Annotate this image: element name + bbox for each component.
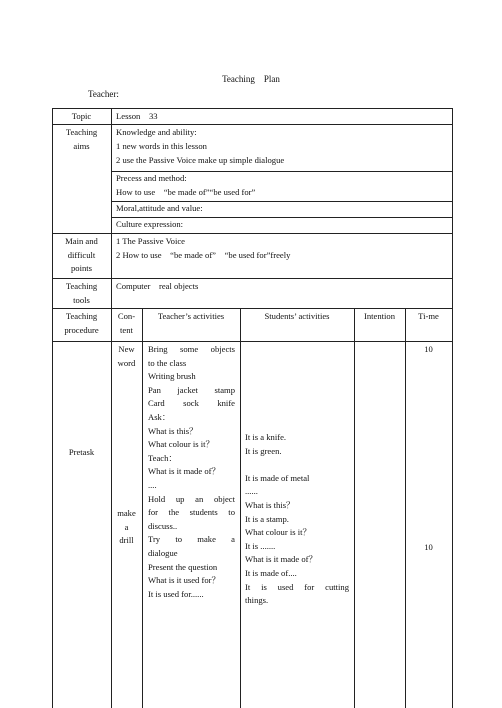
aims-label-line: Teaching (65, 127, 98, 137)
teacher-line: dialogue (148, 547, 178, 558)
procedure-header-line: Teaching (65, 311, 98, 321)
time-header: Ti-me (418, 311, 439, 321)
teacher-line: What is it made of？ (148, 466, 221, 477)
content-make-drill (111, 507, 142, 548)
teacher-line: discuss.. (148, 520, 178, 531)
teacher-label: Teacher: (88, 89, 119, 99)
table-rule (52, 278, 452, 279)
student-line: It is a knife. (245, 432, 287, 442)
teacher-line: Present the question (148, 561, 218, 572)
table-rule (354, 308, 355, 708)
culture-heading: Culture expression: (116, 219, 184, 229)
main-points-label-line: points (70, 263, 92, 274)
content-line: word (117, 357, 136, 368)
table-border-top (52, 108, 452, 109)
tools-label (52, 280, 111, 307)
teacher-line: Hold up an object (148, 493, 235, 504)
knowledge-heading: Knowledge and ability: (116, 127, 197, 137)
student-line (245, 458, 349, 472)
teacher-line: It is used for...... (148, 588, 204, 599)
teacher-line: .... (148, 479, 157, 490)
student-line: What is it made of？ (245, 554, 318, 565)
teacher-line: What colour is it？ (148, 439, 215, 450)
process-item: How to use “be made of”“be used for” (116, 187, 256, 197)
teacher-line: for the students to (148, 507, 235, 518)
knowledge-item: 2 use the Passive Voice make up simple dialogue (116, 155, 285, 165)
teacher-line: to the class (148, 357, 187, 368)
table-rule (142, 308, 143, 708)
teacher-activities-header: Teacher’s activities (157, 311, 225, 321)
teacher-line: Writing brush (148, 371, 196, 382)
procedure-header-line: procedure (64, 324, 99, 335)
student-line: What is this？ (245, 499, 295, 510)
knowledge-item: 1 new words in this lesson (116, 141, 207, 151)
teacher-line: Teach： (148, 452, 177, 463)
topic-value: Lesson 33 (116, 111, 158, 121)
student-line: It is made of metal (245, 472, 310, 483)
aims-label (52, 126, 111, 153)
teacher-activities (148, 343, 235, 601)
student-line: It is green. (245, 445, 282, 456)
table-rule (240, 308, 241, 708)
table-rule (52, 233, 452, 234)
main-point: 1 The Passive Voice (116, 236, 185, 246)
student-line: ...... (245, 486, 258, 497)
student-line: It is used for cutting (245, 581, 349, 592)
teacher-line: Card sock knife (148, 398, 235, 409)
student-line: things. (245, 595, 269, 606)
main-point: 2 How to use “be made of” “be used for”freely (116, 250, 291, 260)
table-rule (111, 108, 112, 308)
teacher-line: Ask： (148, 411, 171, 422)
pretask-label: Pretask (68, 447, 95, 457)
teacher-line: What is it used for？ (148, 575, 221, 586)
tools-label-line: Teaching (65, 281, 98, 291)
content-header-line: Con- (117, 311, 136, 321)
content-new-word (111, 343, 142, 370)
main-points-label-line: difficult (67, 249, 96, 260)
topic-label: Topic (71, 111, 92, 121)
table-rule (52, 124, 452, 125)
tools-value: Computer real objects (116, 281, 199, 291)
student-line: It is a stamp. (245, 513, 289, 524)
content-header-line: tent (120, 324, 133, 335)
teacher-line: Pan jacket stamp (148, 384, 235, 395)
main-points-label-line: Main and (65, 236, 98, 246)
process-heading: Precess and method: (116, 173, 187, 183)
moral-heading: Moral,attitude and value: (116, 203, 203, 213)
content-line: make (117, 508, 136, 518)
student-line: What colour is it？ (245, 527, 312, 538)
content-header (111, 310, 142, 337)
aims-label-line: aims (73, 140, 90, 151)
students-activities-header: Students’ activities (264, 311, 330, 321)
intention-header: Intention (363, 311, 396, 321)
document-title: Teaching Plan (222, 74, 280, 84)
students-activities (245, 431, 349, 608)
teacher-line: Bring some objects (148, 344, 235, 354)
table-border-right (452, 108, 453, 708)
main-points-label (52, 235, 111, 276)
student-line: It is made of.... (245, 567, 297, 578)
content-line: a (124, 521, 129, 532)
time-value: 10 (424, 344, 433, 354)
teacher-line: What is this？ (148, 425, 198, 436)
table-border-left (52, 108, 53, 708)
content-line: drill (119, 535, 134, 546)
tools-label-line: tools (73, 294, 90, 305)
table-rule (405, 308, 406, 708)
procedure-header (52, 310, 111, 337)
student-line: It is ....... (245, 540, 276, 551)
teacher-line: Try to make a (148, 534, 235, 545)
table-rule (52, 308, 452, 309)
table-rule (52, 341, 452, 342)
content-line: New (118, 344, 135, 354)
time-value: 10 (424, 542, 433, 552)
